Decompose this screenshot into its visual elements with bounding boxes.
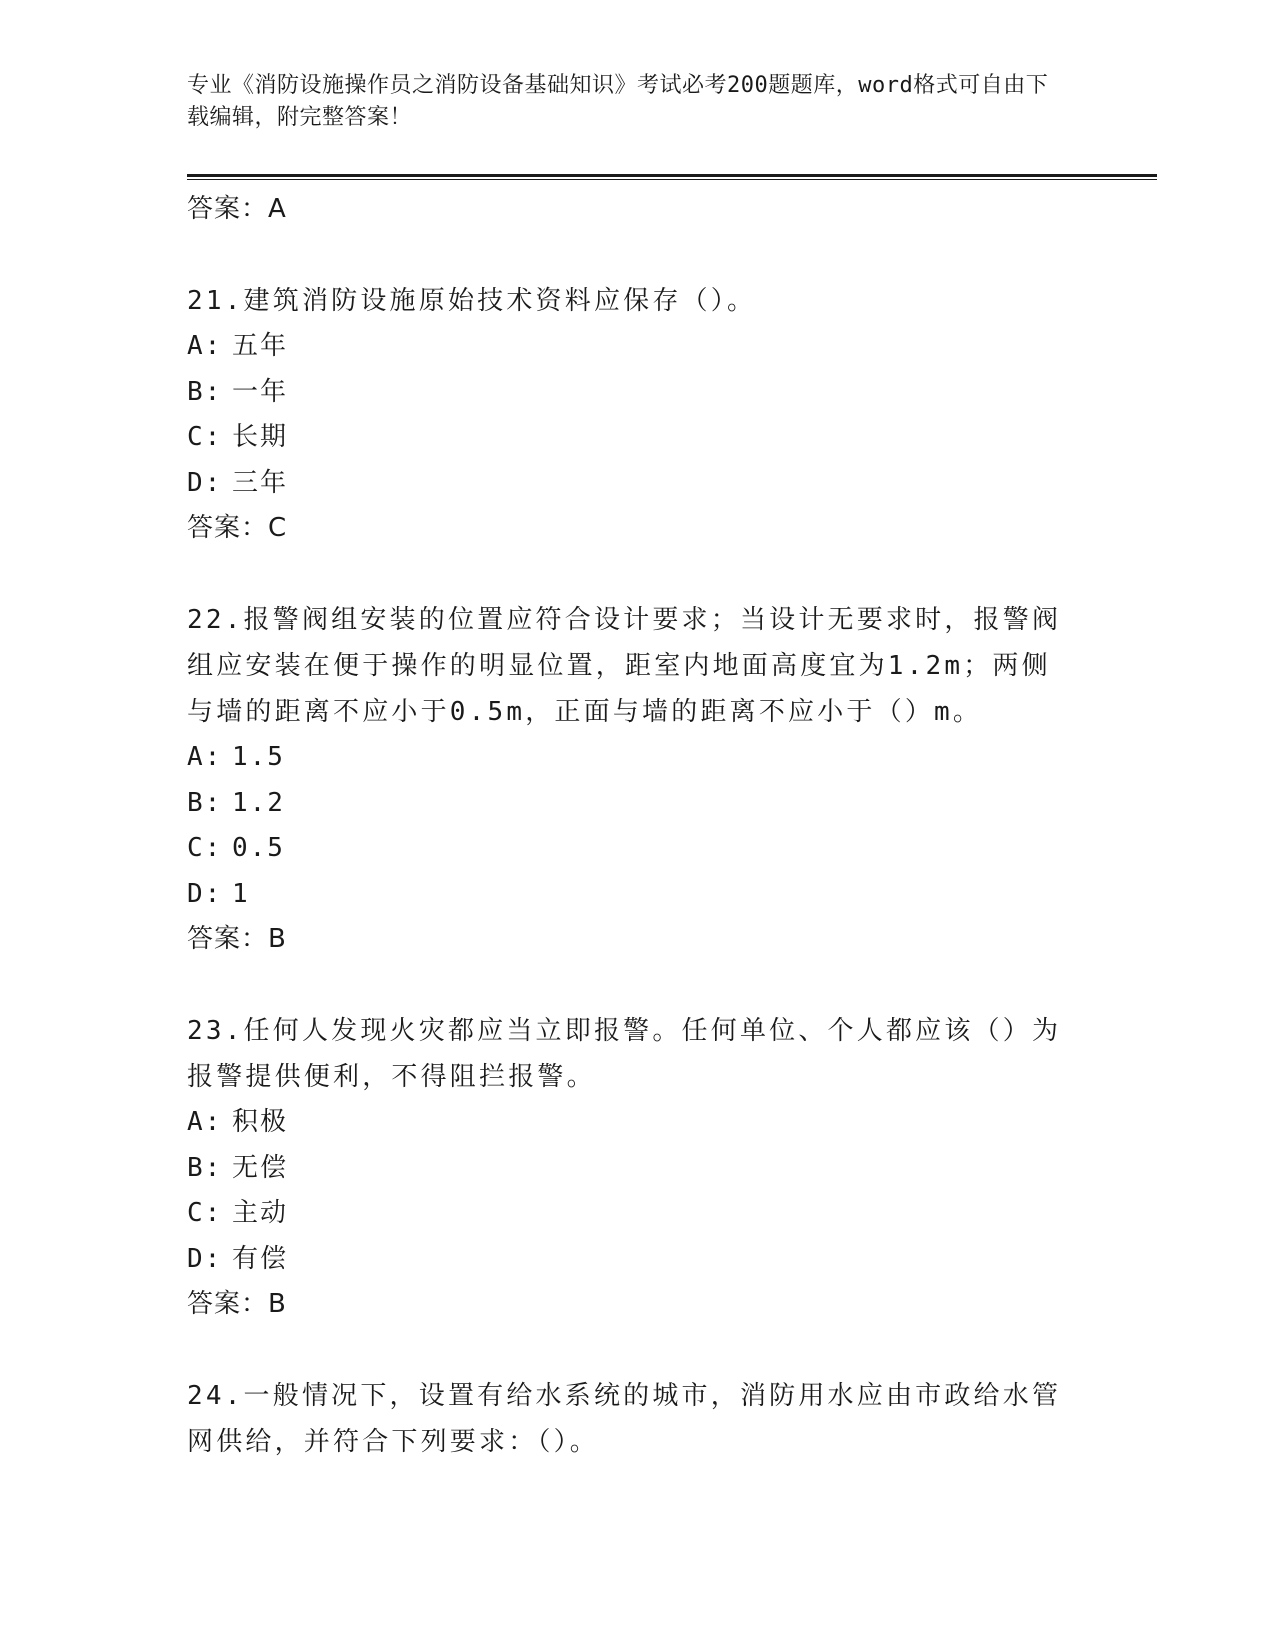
option-text: 1.5: [232, 742, 285, 772]
question-text: 24.一般情况下，设置有给水系统的城市，消防用水应由市政给水管网供给，并符合下列要求：（）。: [187, 1381, 1062, 1457]
question-text: 22.报警阀组安装的位置应符合设计要求；当设计无要求时，报警阀组应安装在便于操作的明显位置，距室内地面高度宜为1.2m；两侧与墙的距离不应小于0.5m，正面与墙的距离不应小于（）m。: [187, 605, 1062, 727]
option-text: 无偿: [232, 1152, 289, 1183]
option-text: 1: [232, 878, 250, 909]
document-title: 专业《消防设施操作员之消防设备基础知识》考试必考200题题库，word格式可自由下载编辑，附完整答案！: [187, 73, 1049, 130]
divider-thick-line: [187, 174, 1157, 177]
question-text: 23.任何人发现火灾都应当立即报警。任何单位、个人都应该（）为报警提供便利，不得阻拦报警。: [187, 1016, 1062, 1092]
option-c: [187, 826, 1157, 872]
header-divider: [187, 174, 1157, 180]
question-21: [187, 278, 1157, 551]
option-text: 三年: [232, 467, 289, 498]
question-23: [187, 1008, 1157, 1327]
option-d: [187, 1237, 1157, 1283]
option-letter: B:: [187, 376, 223, 407]
option-text: 五年: [232, 331, 289, 361]
option-letter: C:: [187, 1198, 223, 1228]
option-letter: A:: [187, 742, 223, 772]
option-d: [187, 461, 1157, 507]
question-text: 21.建筑消防设施原始技术资料应保存（）。: [187, 286, 757, 316]
answer-label: 答案：A: [187, 194, 287, 224]
answer-label: 答案：C: [187, 513, 288, 543]
option-text: 0.5: [232, 833, 285, 863]
option-letter: C:: [187, 422, 223, 452]
option-letter: A:: [187, 1107, 223, 1137]
option-b: [187, 370, 1157, 416]
option-letter: C:: [187, 833, 223, 863]
question-24: [187, 1373, 1157, 1465]
option-letter: A:: [187, 331, 223, 361]
option-text: 积极: [232, 1107, 289, 1137]
option-c: [187, 415, 1157, 461]
option-d: [187, 872, 1157, 918]
divider-thin-line: [187, 179, 1157, 180]
option-text: 主动: [232, 1198, 289, 1228]
option-a: [187, 735, 1157, 781]
option-c: [187, 1191, 1157, 1237]
option-letter: D:: [187, 878, 223, 909]
option-text: 1.2: [232, 787, 285, 818]
option-text: 长期: [232, 422, 289, 452]
option-text: 一年: [232, 376, 289, 407]
answer-label: 答案：B: [187, 924, 287, 954]
option-letter: B:: [187, 787, 223, 818]
option-letter: D:: [187, 1243, 223, 1274]
question-22: [187, 597, 1157, 962]
answer-label: 答案：B: [187, 1289, 287, 1319]
option-letter: B:: [187, 1152, 223, 1183]
option-a: [187, 324, 1157, 370]
option-b: [187, 781, 1157, 827]
option-letter: D:: [187, 467, 223, 498]
option-text: 有偿: [232, 1243, 289, 1274]
document-page: [187, 70, 1157, 1465]
option-b: [187, 1146, 1157, 1192]
option-a: [187, 1100, 1157, 1146]
